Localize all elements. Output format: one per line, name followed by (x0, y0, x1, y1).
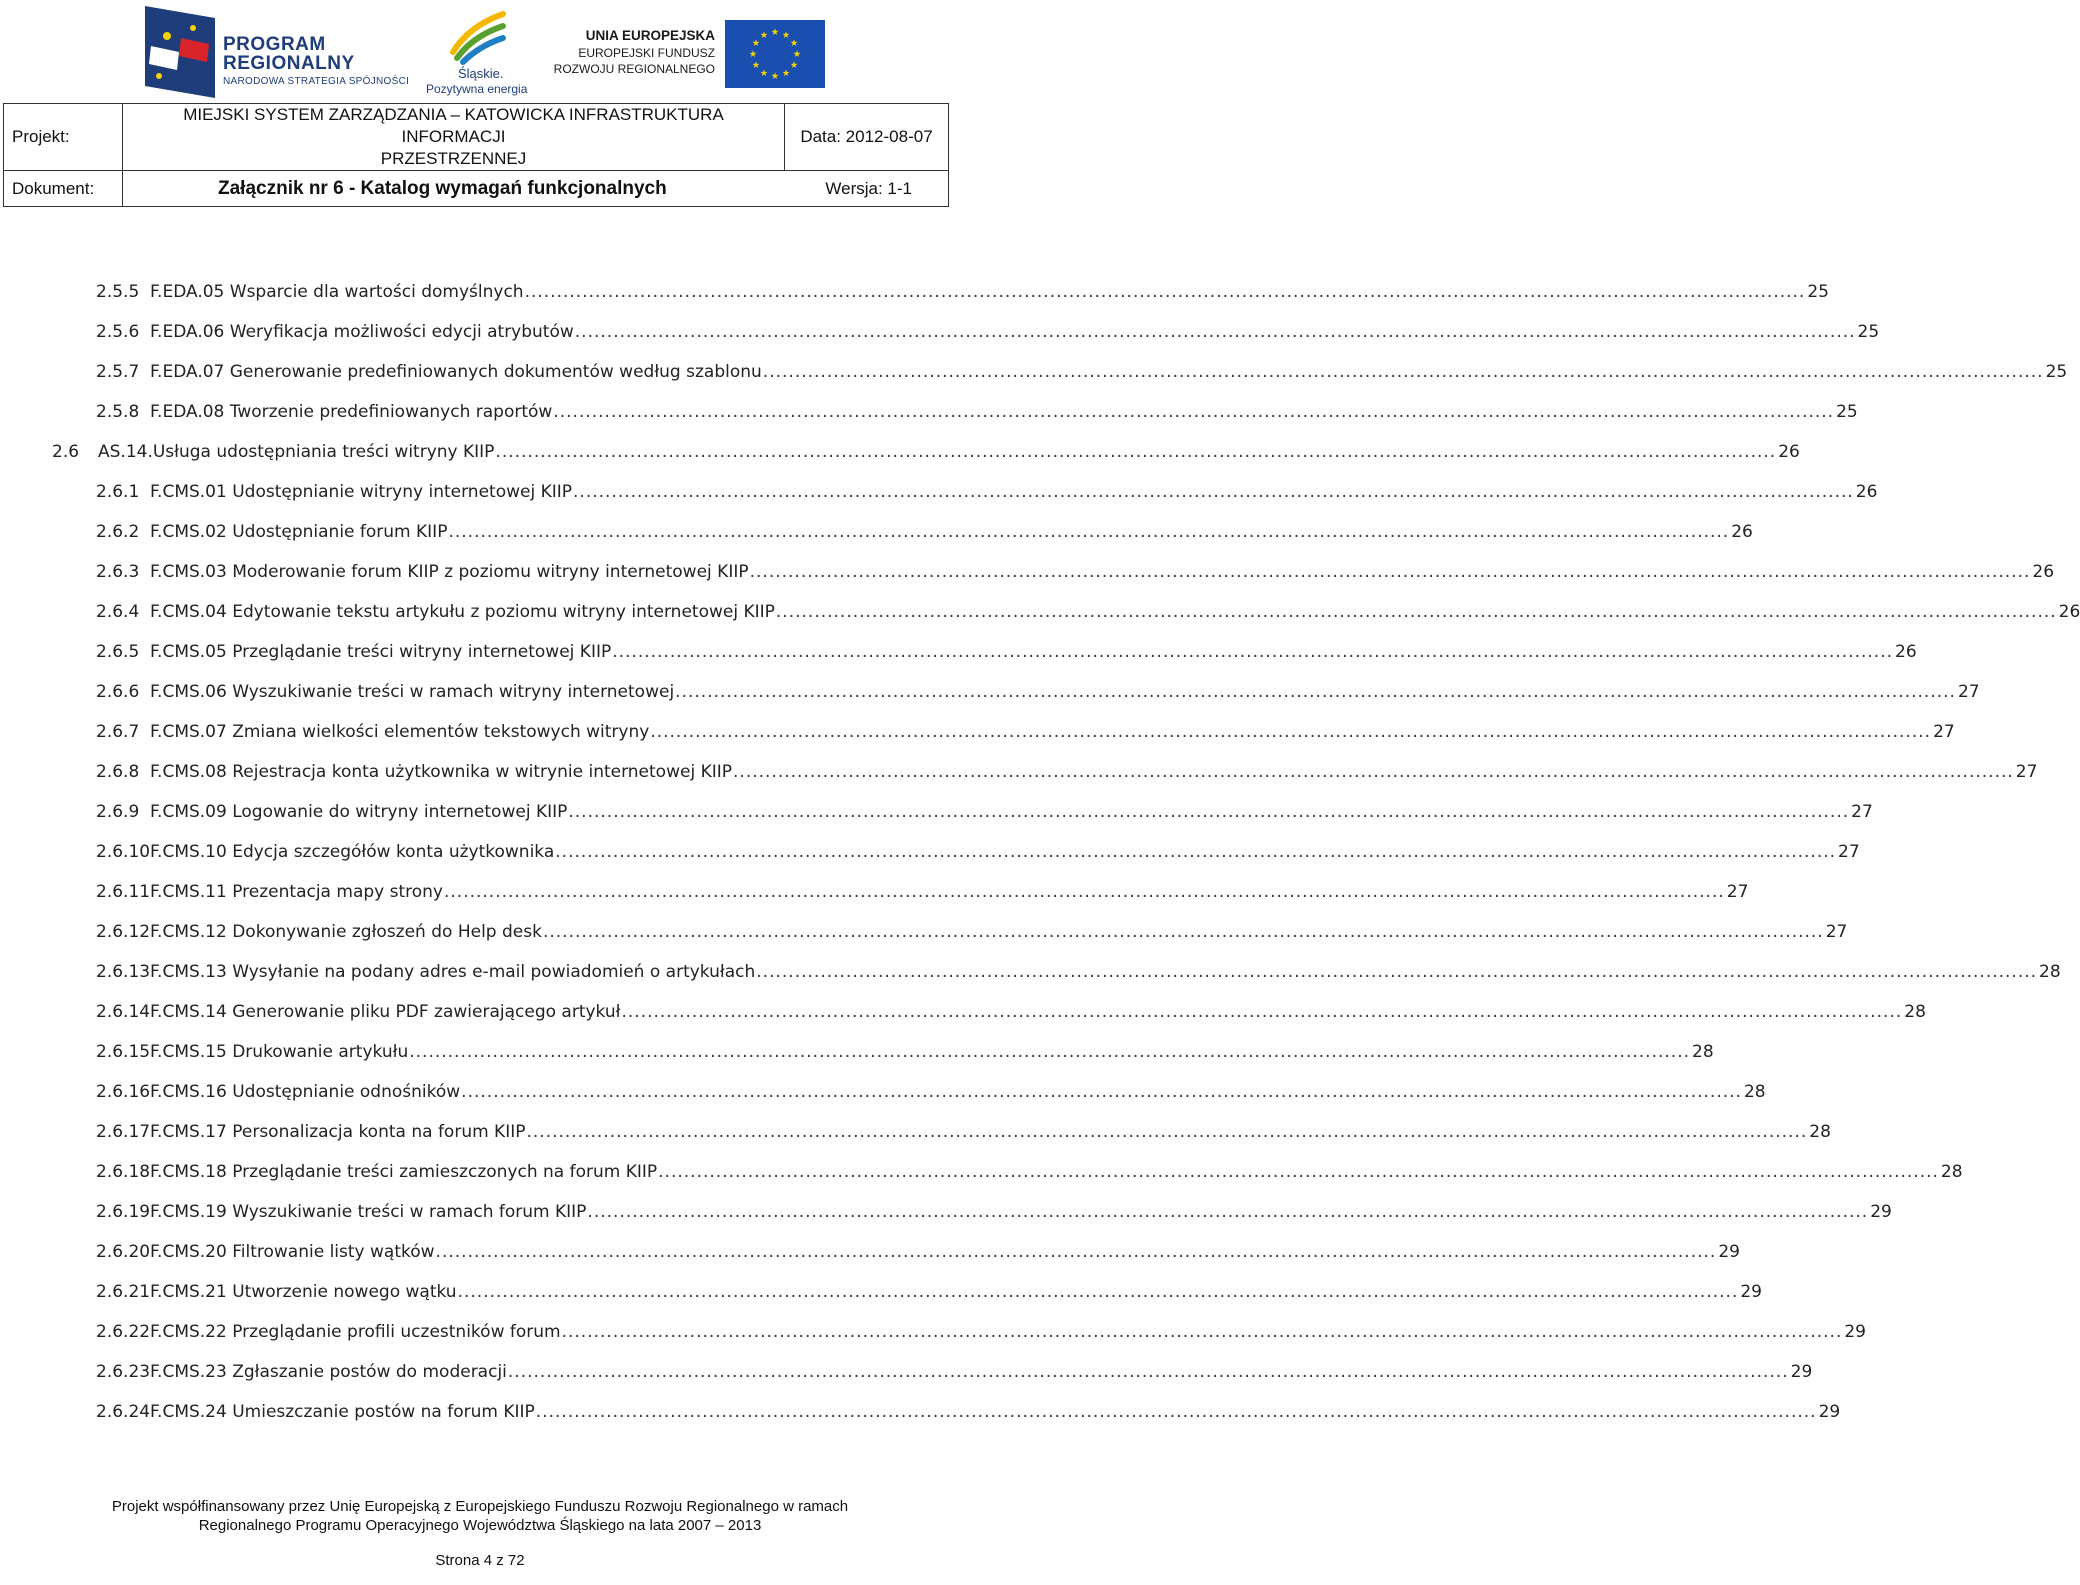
toc-entry-page: 27 (1933, 722, 1955, 742)
toc-entry-title: F.CMS.09 Logowanie do witryny internetowej KIIP (150, 802, 568, 822)
toc-entry-page: 27 (2015, 762, 2038, 782)
slaskie-logo (425, 6, 535, 96)
toc-entry-number: 2.6.5 (96, 642, 140, 662)
toc-entry[interactable] (96, 1162, 1963, 1188)
document-title: Załącznik nr 6 - Katalog wymagań funkcjonalnych (218, 177, 667, 199)
program-logo-line3: NARODOWA STRATEGIA SPÓJNOŚCI (223, 76, 410, 87)
toc-entry[interactable] (52, 442, 1800, 468)
toc-dot-leader: ........................................................................................................................................................................................................ (561, 1322, 1843, 1342)
toc-dot-leader: ........................................................................................................................................................................................................ (621, 1002, 1903, 1022)
toc-entry-number: 2.6.1 (96, 482, 140, 502)
toc-entry-title: F.CMS.14 Generowanie pliku PDF zawierającego artykuł (150, 1002, 621, 1022)
toc-dot-leader: ........................................................................................................................................................................................................ (733, 762, 2014, 782)
toc-entry-number: 2.6.21 (96, 1282, 151, 1302)
toc-entry-title: F.CMS.07 Zmiana wielkości elementów tekstowych witryny (150, 722, 650, 742)
toc-entry-title: F.CMS.19 Wyszukiwanie treści w ramach forum KIIP (150, 1202, 587, 1222)
toc-entry-title: F.EDA.07 Generowanie predefiniowanych dokumentów według szablonu (150, 362, 762, 382)
toc-entry-page: 28 (1940, 1162, 1963, 1182)
eu-logo-line3: ROZWOJU REGIONALNEGO (553, 62, 715, 76)
toc-entry-title: F.CMS.03 Moderowanie forum KIIP z poziomu witryny internetowej KIIP (150, 562, 749, 582)
toc-entry-title: F.CMS.23 Zgłaszanie postów do moderacji (150, 1362, 507, 1382)
toc-dot-leader: ........................................................................................................................................................................................................ (448, 522, 1730, 542)
slaskie-logo-name: Śląskie. (458, 66, 504, 81)
project-label: Projekt: (4, 104, 123, 171)
toc-entry[interactable] (96, 362, 2068, 388)
toc-entry[interactable] (96, 1362, 1813, 1388)
document-date: Data: 2012-08-07 (785, 104, 949, 171)
toc-entry-title: AS.14.Usługa udostępniania treści witryny KIIP (98, 442, 495, 462)
toc-entry-page: 27 (1851, 802, 1873, 822)
program-logo-line2: REGIONALNY (223, 53, 355, 74)
toc-entry[interactable] (96, 922, 1848, 948)
toc-entry-number: 2.6.23 (96, 1362, 151, 1382)
slaskie-emblem-icon (449, 6, 507, 64)
project-name-line2: PRZESTRZENNEJ (380, 149, 527, 168)
toc-dot-leader: ........................................................................................................................................................................................................ (675, 682, 1956, 702)
toc-entry-title: F.CMS.04 Edytowanie tekstu artykułu z poziomu witryny internetowej KIIP (150, 602, 775, 622)
toc-entry[interactable] (96, 842, 1860, 868)
toc-entry-title: F.CMS.21 Utworzenie nowego wątku (150, 1282, 457, 1302)
toc-dot-leader: ........................................................................................................................................................................................................ (658, 1162, 1939, 1182)
toc-entry[interactable] (96, 1402, 1841, 1428)
logo-banner (0, 0, 960, 102)
toc-entry-number: 2.6.2 (96, 522, 140, 542)
toc-entry-number: 2.6.3 (96, 562, 140, 582)
toc-entry-title: F.CMS.01 Udostępnianie witryny internetowej KIIP (150, 482, 573, 502)
toc-entry-number: 2.6.16 (96, 1082, 151, 1102)
toc-entry-number: 2.6.14 (96, 1002, 151, 1022)
toc-entry-page: 26 (2032, 562, 2055, 582)
toc-dot-leader: ........................................................................................................................................................................................................ (650, 722, 1932, 742)
toc-entry-page: 28 (1692, 1042, 1714, 1062)
toc-dot-leader: ........................................................................................................................................................................................................ (555, 842, 1837, 862)
toc-entry-page: 25 (1857, 322, 1880, 342)
toc-entry-number: 2.6.9 (96, 802, 140, 822)
toc-dot-leader: ........................................................................................................................................................................................................ (495, 442, 1777, 462)
toc-dot-leader: ........................................................................................................................................................................................................ (435, 1242, 1717, 1262)
toc-entry-number: 2.5.6 (96, 322, 140, 342)
toc-entry[interactable] (96, 1042, 1714, 1068)
toc-entry-title: F.CMS.16 Udostępnianie odnośników (150, 1082, 461, 1102)
toc-entry[interactable] (96, 482, 1878, 508)
toc-entry[interactable] (96, 1282, 1762, 1308)
toc-entry-page: 28 (2039, 962, 2061, 982)
toc-entry-title: F.CMS.18 Przeglądanie treści zamieszczonych na forum KIIP (150, 1162, 658, 1182)
toc-entry-number: 2.5.5 (96, 282, 140, 302)
toc-entry-number: 2.6.7 (96, 722, 140, 742)
document-header (3, 103, 949, 207)
toc-entry[interactable] (96, 722, 1955, 748)
toc-entry-title: F.EDA.05 Wsparcie dla wartości domyślnych (150, 282, 524, 302)
document-label: Dokument: (4, 171, 123, 207)
toc-entry-number: 2.6.13 (96, 962, 151, 982)
toc-entry[interactable] (96, 602, 2080, 628)
toc-entry-number: 2.6.8 (96, 762, 140, 782)
eu-logo (550, 20, 825, 90)
toc-entry-page: 26 (2058, 602, 2080, 622)
toc-entry-title: F.CMS.10 Edycja szczegółów konta użytkownika (150, 842, 555, 862)
toc-dot-leader: ........................................................................................................................................................................................................ (574, 322, 1856, 342)
toc-entry-number: 2.6.6 (96, 682, 140, 702)
footer-line1: Projekt współfinansowany przez Unię Europejską z Europejskiego Funduszu Rozwoju Regionalnego w ramach (111, 1498, 849, 1515)
toc-entry-page: 26 (1731, 522, 1753, 542)
toc-entry[interactable] (96, 1322, 1866, 1348)
document-version: Wersja: 1-1 (825, 178, 912, 198)
toc-dot-leader: ........................................................................................................................................................................................................ (524, 282, 1806, 302)
toc-entry-title: F.CMS.20 Filtrowanie listy wątków (150, 1242, 435, 1262)
toc-entry-number: 2.5.7 (96, 362, 140, 382)
toc-entry-number: 2.6.20 (96, 1242, 151, 1262)
toc-entry-title: F.CMS.06 Wyszukiwanie treści w ramach witryny internetowej (150, 682, 675, 702)
toc-entry-title: F.CMS.02 Udostępnianie forum KIIP (150, 522, 448, 542)
toc-entry[interactable] (96, 882, 1749, 908)
toc-dot-leader: ........................................................................................................................................................................................................ (542, 922, 1824, 942)
toc-dot-leader: ........................................................................................................................................................................................................ (749, 562, 2031, 582)
eu-logo-line1: UNIA EUROPEJSKA (585, 28, 715, 43)
toc-entry[interactable] (96, 962, 2061, 988)
toc-entry-page: 25 (1836, 402, 1858, 422)
program-logo-line1: PROGRAM (223, 34, 326, 55)
toc-entry[interactable] (96, 522, 1753, 548)
toc-entry-number: 2.6.15 (96, 1042, 151, 1062)
eu-logo-line2: EUROPEJSKI FUNDUSZ (578, 46, 715, 60)
toc-entry-title: F.CMS.13 Wysyłanie na podany adres e-mail powiadomień o artykułach (150, 962, 756, 982)
toc-entry-page: 28 (1904, 1002, 1926, 1022)
toc-entry-page: 29 (1870, 1202, 1892, 1222)
toc-entry-page: 29 (1844, 1322, 1866, 1342)
toc-entry-page: 26 (1895, 642, 1917, 662)
toc-entry-page: 28 (1743, 1082, 1766, 1102)
toc-entry-title: F.CMS.12 Dokonywanie zgłoszeń do Help desk (150, 922, 542, 942)
toc-dot-leader: ........................................................................................................................................................................................................ (461, 1082, 1742, 1102)
toc-entry[interactable] (96, 802, 1873, 828)
footer-line2: Regionalnego Programu Operacyjnego Województwa Śląskiego na lata 2007 – 2013 (198, 1517, 762, 1534)
toc-dot-leader: ........................................................................................................................................................................................................ (568, 802, 1850, 822)
toc-entry-page: 27 (1726, 882, 1749, 902)
toc-entry-title: F.CMS.05 Przeglądanie treści witryny internetowej KIIP (150, 642, 612, 662)
toc-dot-leader: ........................................................................................................................................................................................................ (526, 1122, 1808, 1142)
toc-entry-page: 26 (1778, 442, 1800, 462)
toc-entry[interactable] (96, 762, 2038, 788)
toc-dot-leader: ........................................................................................................................................................................................................ (587, 1202, 1869, 1222)
document-title-cell (123, 171, 949, 207)
toc-entry[interactable] (96, 642, 1917, 668)
toc-entry[interactable] (96, 1122, 1831, 1148)
toc-entry-number: 2.6.4 (96, 602, 140, 622)
toc-entry-page: 27 (1838, 842, 1860, 862)
toc-dot-leader: ........................................................................................................................................................................................................ (775, 602, 2057, 622)
program-regionalny-emblem-icon (145, 6, 215, 98)
toc-entry[interactable] (96, 1202, 1892, 1228)
toc-entry[interactable] (96, 1242, 1740, 1268)
toc-dot-leader: ........................................................................................................................................................................................................ (507, 1362, 1789, 1382)
toc-dot-leader: ........................................................................................................................................................................................................ (762, 362, 2044, 382)
toc-entry-number: 2.6.18 (96, 1162, 151, 1182)
toc-entry-page: 29 (1740, 1282, 1762, 1302)
toc-entry-number: 2.5.8 (96, 402, 140, 422)
toc-dot-leader: ........................................................................................................................................................................................................ (535, 1402, 1817, 1422)
project-name (123, 104, 785, 171)
toc-entry[interactable] (96, 282, 1829, 308)
toc-entry-title: F.CMS.11 Prezentacja mapy strony (150, 882, 443, 902)
toc-dot-leader: ........................................................................................................................................................................................................ (573, 482, 1854, 502)
toc-entry-page: 29 (1718, 1242, 1740, 1262)
toc-entry-title: F.EDA.06 Weryfikacja możliwości edycji atrybutów (150, 322, 574, 342)
toc-dot-leader: ........................................................................................................................................................................................................ (457, 1282, 1739, 1302)
page-footer (0, 1497, 960, 1535)
toc-entry[interactable] (96, 562, 2055, 588)
toc-entry-number: 2.6.17 (96, 1122, 151, 1142)
toc-entry-page: 25 (2045, 362, 2068, 382)
toc-entry[interactable] (96, 322, 1880, 348)
program-regionalny-logo (145, 6, 415, 98)
toc-entry-number: 2.6.19 (96, 1202, 151, 1222)
toc-dot-leader: ........................................................................................................................................................................................................ (756, 962, 2038, 982)
page-number: Strona 4 z 72 (435, 1552, 525, 1569)
toc-entry-title: F.CMS.22 Przeglądanie profili uczestników forum (150, 1322, 561, 1342)
toc-entry-number: 2.6 (52, 442, 80, 462)
toc-entry[interactable] (96, 1002, 1926, 1028)
toc-entry[interactable] (96, 682, 1980, 708)
toc-entry-number: 2.6.12 (96, 922, 151, 942)
toc-entry-number: 2.6.10 (96, 842, 151, 862)
toc-dot-leader: ........................................................................................................................................................................................................ (409, 1042, 1690, 1062)
toc-entry-page: 25 (1807, 282, 1829, 302)
slaskie-logo-tagline: Pozytywna energia (426, 82, 528, 96)
toc-entry-page: 28 (1809, 1122, 1831, 1142)
toc-entry-page: 29 (1790, 1362, 1813, 1382)
project-name-line1: MIEJSKI SYSTEM ZARZĄDZANIA – KATOWICKA INFRASTRUKTURA INFORMACJI (183, 105, 724, 146)
toc-entry-page: 26 (1855, 482, 1878, 502)
toc-dot-leader: ........................................................................................................................................................................................................ (443, 882, 1725, 902)
toc-entry-title: F.CMS.08 Rejestracja konta użytkownika w witrynie internetowej KIIP (150, 762, 733, 782)
toc-entry[interactable] (96, 1082, 1766, 1108)
toc-dot-leader: ........................................................................................................................................................................................................ (553, 402, 1835, 422)
toc-dot-leader: ........................................................................................................................................................................................................ (612, 642, 1893, 662)
toc-entry-title: F.EDA.08 Tworzenie predefiniowanych raportów (150, 402, 553, 422)
eu-flag-icon (725, 20, 825, 88)
toc-entry-title: F.CMS.24 Umieszczanie postów na forum KIIP (150, 1402, 535, 1422)
toc-entry-number: 2.6.11 (96, 882, 151, 902)
toc-entry-page: 29 (1818, 1402, 1841, 1422)
toc-entry-title: F.CMS.15 Drukowanie artykułu (150, 1042, 409, 1062)
toc-entry-page: 27 (1825, 922, 1848, 942)
toc-entry-number: 2.6.22 (96, 1322, 151, 1342)
toc-entry-number: 2.6.24 (96, 1402, 151, 1422)
toc-entry-page: 27 (1957, 682, 1980, 702)
toc-entry-title: F.CMS.17 Personalizacja konta na forum KIIP (150, 1122, 526, 1142)
toc-entry[interactable] (96, 402, 1858, 428)
